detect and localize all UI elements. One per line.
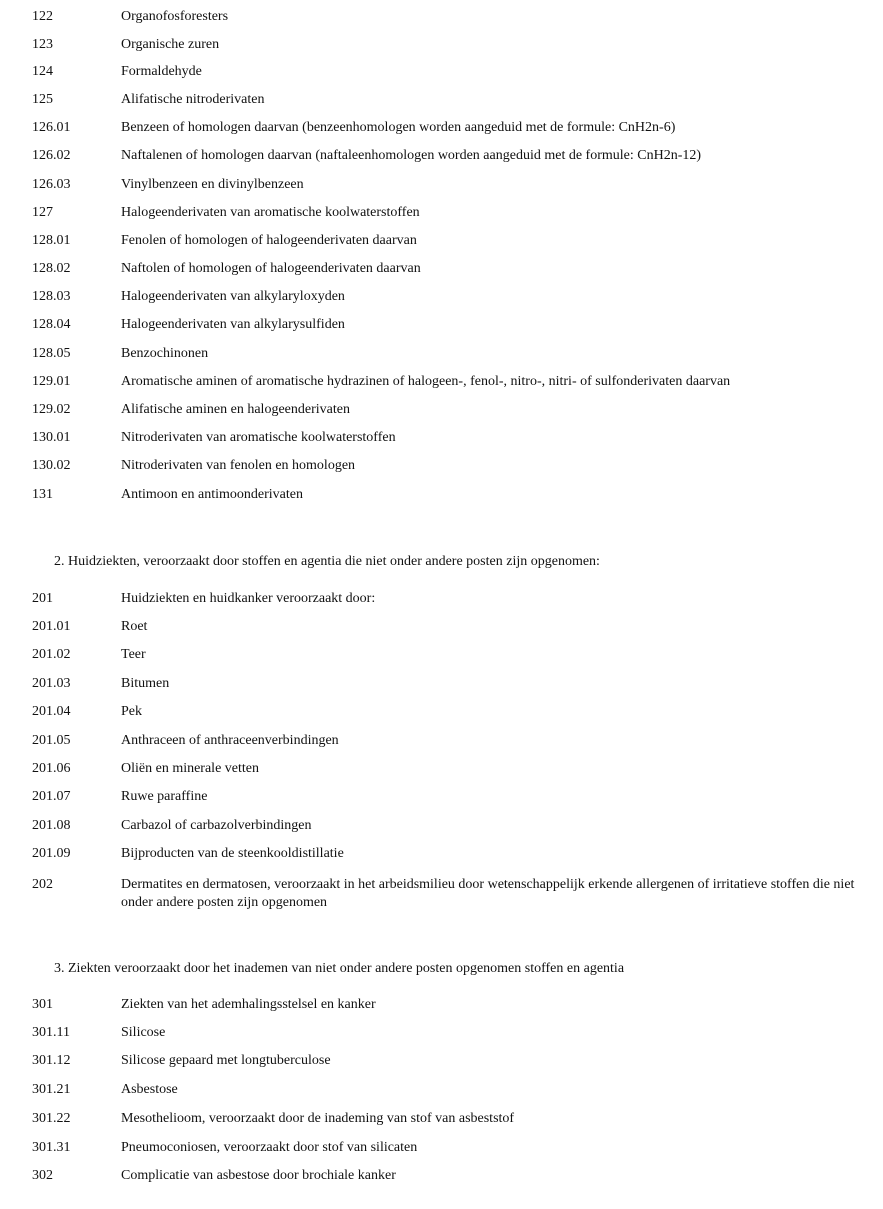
item-description: Oliën en minerale vetten — [121, 761, 259, 776]
item-description: Halogeenderivaten van alkylaryloxyden — [121, 289, 345, 304]
item-code: 124 — [32, 64, 53, 79]
item-description: Halogeenderivaten van alkylarysulfiden — [121, 317, 345, 332]
item-description: Vinylbenzeen en divinylbenzeen — [121, 177, 304, 192]
item-description: Ziekten van het ademhalingsstelsel en kanker — [121, 997, 376, 1012]
item-code: 301.31 — [32, 1140, 71, 1155]
item-code: 122 — [32, 9, 53, 24]
item-code: 129.02 — [32, 402, 71, 417]
item-description: Organofosforesters — [121, 9, 229, 24]
item-description: Benzochinonen — [121, 346, 209, 361]
item-code: 301.11 — [32, 1025, 70, 1040]
item-description: Antimoon en antimoonderivaten — [121, 487, 303, 502]
item-code: 131 — [32, 487, 53, 502]
item-description: Aromatische aminen of aromatische hydrazinen of halogeen-, fenol-, nitro-, nitri- of sulfonderivaten daarvan — [121, 374, 731, 389]
item-code: 301.21 — [32, 1082, 71, 1097]
item-code: 301.22 — [32, 1111, 71, 1126]
item-code: 130.01 — [32, 430, 71, 445]
item-description: Huidziekten en huidkanker veroorzaakt door: — [121, 591, 376, 606]
item-code: 301 — [32, 997, 53, 1012]
item-description: Mesothelioom, veroorzaakt door de inademing van stof van asbeststof — [121, 1111, 515, 1126]
item-code: 126.02 — [32, 148, 71, 163]
item-code: 128.05 — [32, 346, 71, 361]
item-code: 301.12 — [32, 1053, 71, 1068]
item-description: Formaldehyde — [121, 64, 202, 79]
item-description: Bitumen — [121, 676, 170, 691]
item-description: Carbazol of carbazolverbindingen — [121, 818, 312, 833]
item-description: Alifatische nitroderivaten — [121, 92, 265, 107]
item-description: Ruwe paraffine — [121, 789, 208, 804]
item-code: 202 — [32, 877, 53, 892]
item-description: Nitroderivaten van fenolen en homologen — [121, 458, 356, 473]
item-code: 127 — [32, 205, 53, 220]
section-3-heading: 3. Ziekten veroorzaakt door het inademen van niet onder andere posten opgenomen stoffen en agentia — [54, 961, 625, 976]
item-description: Naftolen of homologen of halogeenderivaten daarvan — [121, 261, 421, 276]
item-code: 128.04 — [32, 317, 71, 332]
item-code: 201.03 — [32, 676, 71, 691]
item-code: 201.01 — [32, 619, 71, 634]
item-code: 201 — [32, 591, 53, 606]
item-code: 201.08 — [32, 818, 71, 833]
item-description: Benzeen of homologen daarvan (benzeenhomologen worden aangeduid met de formule: CnH2n-6) — [121, 120, 676, 135]
item-description: Roet — [121, 619, 148, 634]
section-2-heading: 2. Huidziekten, veroorzaakt door stoffen en agentia die niet onder andere posten zijn opgenomen: — [54, 554, 600, 569]
item-code: 129.01 — [32, 374, 71, 389]
item-code: 201.02 — [32, 647, 71, 662]
item-description: Halogeenderivaten van aromatische koolwaterstoffen — [121, 205, 420, 220]
item-code: 201.06 — [32, 761, 71, 776]
item-code: 128.01 — [32, 233, 71, 248]
item-code: 128.02 — [32, 261, 71, 276]
item-description: Pek — [121, 704, 142, 719]
item-description: Complicatie van asbestose door brochiale kanker — [121, 1168, 396, 1183]
item-description: Silicose — [121, 1025, 166, 1040]
item-code: 201.04 — [32, 704, 71, 719]
item-description: Anthraceen of anthraceenverbindingen — [121, 733, 339, 748]
item-code: 201.05 — [32, 733, 71, 748]
item-description: Bijproducten van de steenkooldistillatie — [121, 846, 344, 861]
item-code: 128.03 — [32, 289, 71, 304]
item-description: Organische zuren — [121, 37, 220, 52]
item-description: Naftalenen of homologen daarvan (naftaleenhomologen worden aangeduid met de formule: CnH2n-12) — [121, 148, 702, 163]
item-description: Asbestose — [121, 1082, 178, 1097]
item-code: 126.03 — [32, 177, 71, 192]
item-code: 201.09 — [32, 846, 71, 861]
item-description: Alifatische aminen en halogeenderivaten — [121, 402, 350, 417]
item-code: 125 — [32, 92, 53, 107]
item-description: Teer — [121, 647, 146, 662]
item-code: 130.02 — [32, 458, 71, 473]
item-code: 126.01 — [32, 120, 71, 135]
item-description: Fenolen of homologen of halogeenderivaten daarvan — [121, 233, 417, 248]
item-code: 201.07 — [32, 789, 71, 804]
item-description: Nitroderivaten van aromatische koolwaterstoffen — [121, 430, 396, 445]
item-description: Dermatites en dermatosen, veroorzaakt in het arbeidsmilieu door wetenschappelijk erkende allergenen of irritatieve stoffen die niet onder andere posten zijn opgenomen — [121, 877, 855, 910]
item-code: 123 — [32, 37, 53, 52]
item-code: 302 — [32, 1168, 53, 1183]
item-description: Pneumoconiosen, veroorzaakt door stof van silicaten — [121, 1140, 418, 1155]
item-description: Silicose gepaard met longtuberculose — [121, 1053, 331, 1068]
